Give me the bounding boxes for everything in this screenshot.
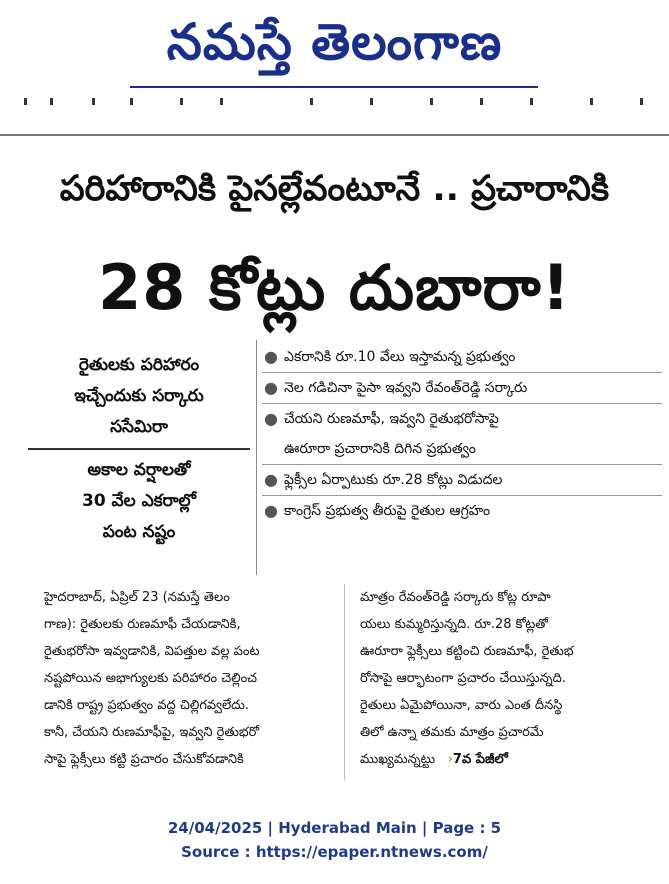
body-line: ముఖ్యమన్నట్టు [360, 752, 436, 767]
side-box-line: 30 వేల ఎకరాల్లో [81, 491, 197, 511]
side-box-line: ససేమిరా [110, 417, 168, 437]
bullet-text: ఫ్లెక్సీల ఏర్పాటుకు రూ.28 కోట్లు విడుదల [284, 472, 503, 488]
bullet-text: నెల గడిచినా పైసా ఇవ్వని రేవంత్‌రెడ్డి సర్కారు [284, 380, 528, 396]
bullet-dot-icon: ● [264, 501, 278, 520]
bullet-list [262, 342, 662, 526]
body-line-last [360, 746, 648, 773]
side-box-divider [28, 448, 250, 450]
bullet-text: ఊరూరా ప్రచారానికి దిగిన ప్రభుత్వం [284, 441, 476, 457]
bullet-item [262, 373, 662, 404]
body-line: హైదరాబాద్, ఏప్రిల్ 23 (నమస్తే తెలం [44, 590, 230, 605]
bullet-dot-icon: ● [264, 347, 278, 366]
body-line: సాపై ఫ్లెక్సీలు కట్టి ప్రచారం చేసుకోవడానికి [44, 752, 244, 767]
continued-page-link[interactable]: 7వ పేజీలో [452, 752, 508, 767]
body-line: రైతులు ఏమైపోయినా, వారు ఎంత దీనస్థి [360, 698, 563, 713]
footer-source[interactable]: Source : https://epaper.ntnews.com/ [181, 843, 488, 861]
column-divider [344, 584, 345, 780]
continued-arrow-icon: › [447, 752, 453, 767]
body-line: యలు కుమ్మరిస్తున్నది. రూ.28 కోట్లతో [360, 617, 548, 632]
body-column-left [44, 584, 332, 773]
bullet-dot-icon: ● [264, 378, 278, 397]
body-line: నష్టపోయిన అభాగ్యులకు పరిహారం చెల్లించ [44, 671, 258, 686]
side-box-line: రైతులకు పరిహారం [78, 355, 200, 375]
side-box-line: పంట నష్టం [102, 522, 176, 542]
footer [0, 816, 669, 864]
masthead-underline [130, 86, 538, 88]
footer-edition-info: 24/04/2025 | Hyderabad Main | Page : 5 [167, 819, 502, 837]
bullet-item [262, 496, 662, 526]
vertical-rule [256, 340, 257, 575]
bullet-text: ఎకరానికి రూ.10 వేలు ఇస్తామన్న ప్రభుత్వం [284, 349, 516, 365]
top-rule [0, 134, 669, 136]
bullet-text: చేయని రుణమాఫీ, ఇవ్వని రైతుభరోసాపై [284, 411, 499, 427]
cropped-text-strip [10, 98, 660, 106]
masthead-title: నమస్తే తెలంగాణ [166, 13, 503, 71]
body-line: రైతుభరోసా ఇవ్వడానికి, విపత్తుల వల్ల పంట [44, 644, 260, 659]
body-line: తిలో ఉన్నా తమకు మాత్రం ప్రచారమే [360, 725, 544, 740]
bullet-item [262, 342, 662, 373]
body-line: మాత్రం రేవంత్‌రెడ్డి సర్కారు కోట్ల రూపా [360, 590, 551, 605]
bullet-text: కాంగ్రెస్ ప్రభుత్వ తీరుపై రైతుల ఆగ్రహం [284, 503, 491, 519]
bullet-dot-icon: ● [264, 470, 278, 489]
body-column-right [360, 584, 648, 773]
side-box-line: అకాల వర్షాలతో [87, 460, 191, 480]
masthead [0, 0, 669, 90]
headline-kicker: పరిహారానికి పైసల్లేవంటూనే .. ప్రచారానికి [59, 169, 610, 209]
body-line: డానికి రాష్ట్ర ప్రభుత్వం వద్ద చిల్లిగవ్వలేదు. [44, 698, 249, 713]
bullet-item [262, 465, 662, 496]
side-box-line: ఇచ్చేందుకు సర్కారు [74, 386, 204, 406]
side-box-2 [28, 455, 250, 548]
bullet-item [262, 404, 662, 465]
side-box-1 [28, 350, 250, 443]
body-line: కానీ, చేయని రుణమాఫీపై, ఇవ్వని రైతుభరో [44, 725, 260, 740]
body-line: రోసాపై ఆర్భాటంగా ప్రచారం చేయిస్తున్నది. [360, 671, 566, 686]
headline-main: 28 కోట్లు దుబారా! [98, 251, 571, 324]
body-line: గాణ): రైతులకు రుణమాఫీ చేయడానికి, [44, 617, 241, 632]
bullet-dot-icon: ● [264, 409, 278, 428]
body-line: ఊరూరా ఫ్లెక్సీలు కట్టించి రుణమాఫీ, రైతుభ [360, 644, 574, 659]
